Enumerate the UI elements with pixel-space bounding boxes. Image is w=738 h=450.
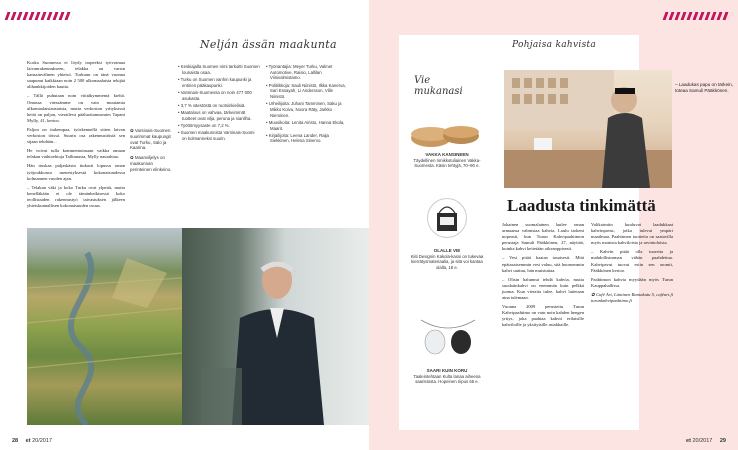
decorative-brush-stroke — [5, 12, 74, 20]
fact-item: • Politiikkoja: Sauli Niinistö, Ilkka Kanerva, Sari Essayah, Li Andersson, Ville Niinistö. — [266, 82, 346, 100]
body-paragraph: Vuonna 2009 perustettu Turun Kahvipaahtimo on vain noin kahden hengen yritys, joka paahtaa kahvit erilaisille kahviloille ja yksityisille asiakkaille. — [502, 304, 584, 328]
vie-mukanasi-title: Vie mukanasi — [414, 75, 463, 97]
folio — [686, 438, 726, 444]
fact-item: • Suomen maakunnista Varsinais-Suomi on kolmanneksi suurin. — [178, 130, 255, 141]
sidenote: ✿ Maanviljelys on maakunnan perinteinen elinkeino. — [130, 155, 172, 172]
body-paragraph: – Kahvin pitää olla tuoretta ja mahdollisimman vähän paahdettua. Kahvipavut tuovat esiin sen aromit, Pääkkönen kertoo. — [591, 249, 673, 273]
fact-item: • Maatalous on vahvaa, tärkeimmät tuotteet ovat vilja, peruna ja sianliha. — [178, 109, 252, 121]
product-description: Kiiti Designin Kakola-kassi on tukevaa kierrätysmateriaalia, ja sitä voi kantaa olalla, 18 e. — [410, 253, 484, 270]
product-name: VAKKA KANSINEEN — [425, 152, 469, 157]
intro-text-column — [27, 60, 125, 212]
body-paragraph: – Vesi pitää kaataa tasaisesti. Mitä epätasaisemmin vesi valuu, sitä huonommin kahvi uuttuu, hän muistuttaa. — [502, 255, 584, 273]
intro-paragraph: Paljon on tiukempaa, työskennellä sitten laivan verkoston töissä. Suurin osa rakennustöistä sen sijaan tehdään... — [27, 126, 125, 145]
folio — [12, 438, 52, 444]
tote-bag-image — [427, 198, 467, 238]
product-item — [407, 248, 487, 270]
pendant-image — [419, 318, 477, 358]
issue-number: 20/2017 — [692, 438, 713, 444]
intro-paragraph: – Tällä puhutaan noin viittäkymmentä kieltä. Omassa väessämme on vain muutamia ulkomaalaistaustaisia, mutta verkoston yrityksissä heitä on paljon, vieraileva pääluottamusmies Tapani Mylly, 41, kertoo. — [27, 93, 125, 123]
body-paragraph: Valikoimiin kuuluvat laadukkaat kahvinpavut, jotka tulevat ympäri maailmaa. Paahtimon tuotteita on saatavilla myös monista kahviloista ja ravintoloista. — [591, 222, 673, 246]
decorative-brush-stroke — [663, 12, 732, 20]
brand-name: et — [25, 438, 31, 444]
fact-item: • Keskiajalla Suomen nimi tarkoitti Suomen lounaista osaa. — [178, 64, 260, 75]
fact-item: • Työnantajia: Meyer Turku, Valmet Automotive, Raisio, Lallilan Viinivalmistamo. — [266, 64, 333, 81]
wooden-boxes-image — [409, 118, 484, 150]
intro-paragraph: – Telakan väki ja koko Turku ovat ylpeitä, mutta kenelläkään ei ole tämänhetkisessä koko teollisuuden rakennustyö taivastuksen jälkeen yhteiskunnallisen kokonaisuuden osuus. — [27, 184, 125, 208]
fact-item: • Varsinais-Suomessa on noin 477 000 asukasta. — [178, 89, 252, 101]
sidenote: ✿ Varsinais-Suomen suurimmat kaupungit ovat Turku, Salo ja Kaarina. — [130, 128, 171, 151]
body-paragraph: Jokainen suomalainen laulee oman armaansa valmistaa kahvia. Laulu tarkeni nopeasti, kun Turun Kahvipaahtimon perustaja Samuli Pääkkönen, 27, näyttää, kuinka kahvi keitetään oikeaoppisesti. — [502, 222, 584, 252]
right-page — [369, 0, 738, 450]
photo-caption: – Laadukas papu on tärkein, toteaa Samuli Pääkkönen. — [675, 82, 733, 93]
body-column-1 — [502, 222, 584, 332]
river-illustration — [27, 228, 182, 425]
fact-item: • Turku on Suomen vanhin kaupunki ja entinen pääkaupunki. — [178, 76, 252, 88]
sidenote-column — [130, 128, 172, 177]
brand-name: et — [686, 438, 691, 444]
fact-item: • 3,7 % väestöstä on ruotsinkielisiä. — [178, 102, 246, 108]
page-number: 29 — [719, 438, 726, 444]
issue-number: 20/2017 — [32, 438, 52, 444]
body-paragraph: Paahtimon kahvia myydään myös Turun Kauppahallissa. — [591, 276, 673, 288]
headline: Laadusta tinkimättä — [507, 196, 656, 215]
product-description: Taaleintehtaan Kulta lanaa aiheena saaristosta. Hopeinen riipus 65 e. — [413, 373, 481, 385]
facts-column-b — [266, 64, 348, 146]
aerial-landscape-photo — [27, 228, 182, 425]
body-column-2 — [591, 222, 673, 307]
intro-paragraph: Hän tiuskaa paljaskäsin tiukasti lopussa oman työjoukkonsa menestyksestä kokonaisuudessa kolmannen vuoden ajan. — [27, 163, 125, 181]
man-portrait-photo — [182, 228, 369, 425]
fact-item: • Työttömyysaste on 7,2 %. — [178, 122, 230, 128]
product-description: Täydellinen rimikkotuliainen Vakka-Suomesta. Käsin tehtyjä, 70–90 e. — [413, 157, 481, 169]
product-name: SAARI KUIN KORU — [426, 368, 468, 373]
facts-column-a — [178, 64, 260, 143]
product-item — [407, 152, 487, 169]
fact-item: • Urheilijoita: Juhani Tamminen, Saku ja Mikko Koivu, Noora Räty, Jarkko Nieminen. — [266, 101, 342, 118]
section-title: Pohjaisa kahvista — [512, 40, 597, 50]
fact-item: • Muusikoita: Lenita Airisto, Hanna Ekola, Maarit. — [266, 119, 345, 131]
page-number: 28 — [12, 438, 19, 444]
product-item — [407, 368, 487, 385]
fact-item: • Kirjailijoita: Leena Lander, Raija Siekkinen, Helena Sinervo. — [266, 132, 329, 144]
intro-paragraph: Koska Suomessa ei löydy tarpeeksi työvoimaa laivanrakennukseen, telakka on varsin kansainvälinen yhteisö. Turkuun on tänä vuonna saapunut kaikkiaan noin 2 500 ulkomaalaista tekijää alihankkijoiden kautta. — [27, 60, 125, 90]
body-paragraph: ✿ Café Art, Läntinen Rantakatu 5, caféart.fi turunkahvipaahtimo.fi — [591, 291, 673, 304]
section-title: Nelján ässän maakunta — [200, 38, 337, 51]
coffee-roaster-photo — [504, 70, 672, 188]
product-name: OLALLE VIE — [433, 248, 461, 253]
person-illustration — [182, 228, 369, 425]
intro-paragraph: He voivat tulla kommentoimaan vaikka omaan telakan vaihtoehtoja Tallinnasta, Mylly naurahtaa. — [27, 148, 125, 160]
body-paragraph: – Olisin halunnut tehdä kahvia, mutta suodatinkahvi on enemmän kuin pelkkä juoma. Kun vieraita tulee, kahvi laitetaan aina tulemaan. — [502, 276, 584, 301]
